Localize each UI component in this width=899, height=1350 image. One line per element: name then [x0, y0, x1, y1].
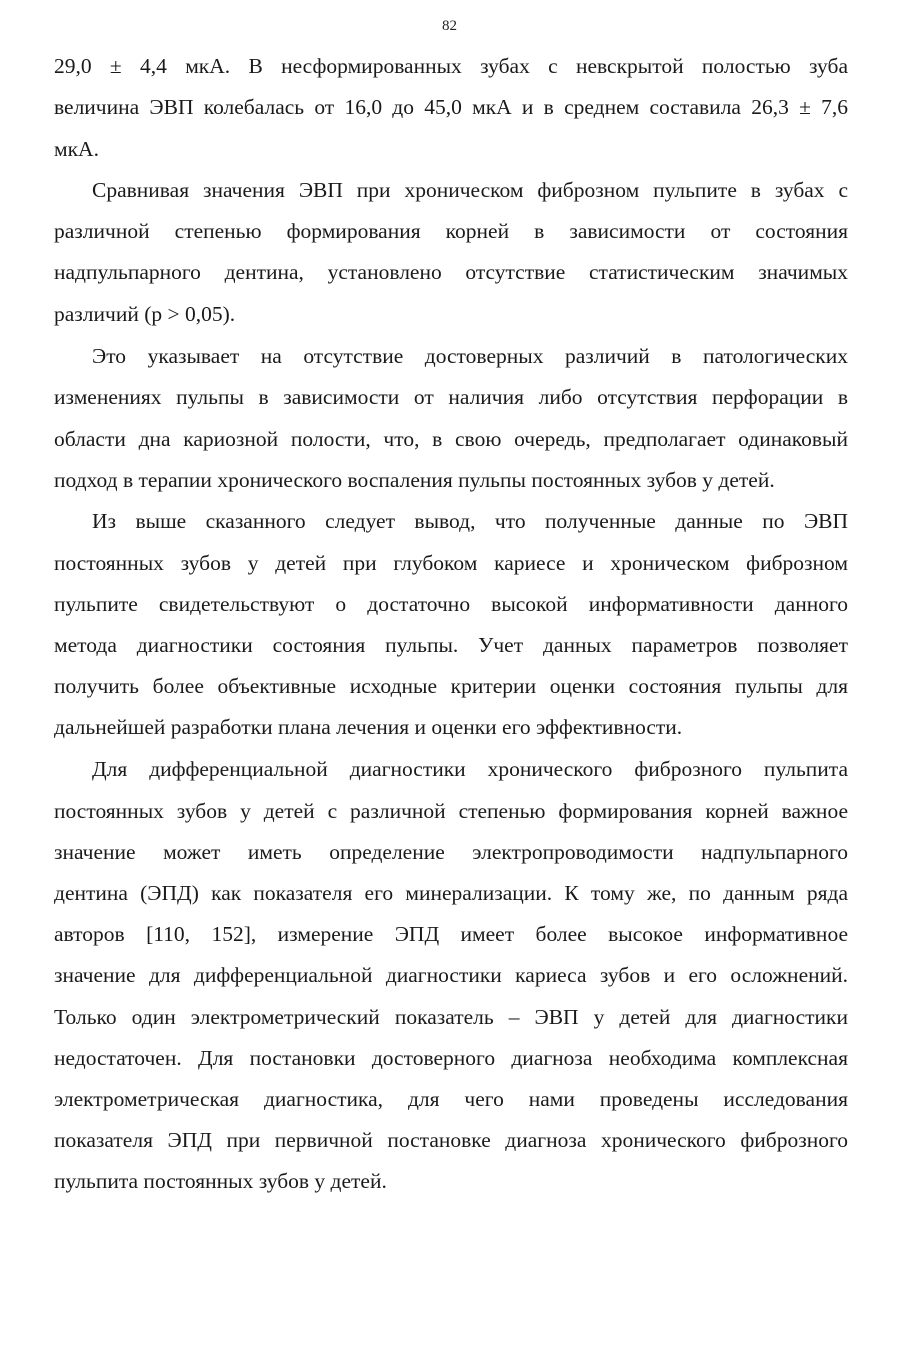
text-line: изменениях пульпы в зависимости от наличия либо отсутствия перфорации в [54, 385, 848, 409]
text-line: Для дифференциальной диагностики хронического фиброзного пульпита [92, 757, 848, 781]
text-line: недостаточен. Для постановки достоверного диагноза необходима комплексная [54, 1046, 848, 1070]
text-line: Это указывает на отсутствие достоверных различий в патологических [92, 344, 848, 368]
text-line: значение может иметь определение электропроводимости надпульпарного [54, 840, 848, 864]
text-line: 29,0 ± 4,4 мкА. В несформированных зубах с невскрытой полостью зуба [54, 54, 848, 78]
text-line: дальнейшей разработки плана лечения и оценки его эффективности. [54, 715, 683, 739]
text-line: показателя ЭПД при первичной постановке диагноза хронического фиброзного [54, 1128, 848, 1152]
text-line: различий (р > 0,05). [54, 302, 236, 326]
text-line: Из выше сказанного следует вывод, что полученные данные по ЭВП [92, 509, 848, 533]
text-line: постоянных зубов у детей при глубоком кариесе и хроническом фиброзном [54, 551, 848, 575]
text-line: Сравнивая значения ЭВП при хроническом фиброзном пульпите в зубах с [92, 178, 848, 202]
text-line: различной степенью формирования корней в зависимости от состояния [54, 219, 848, 243]
text-line: метода диагностики состояния пульпы. Учет данных параметров позволяет [54, 633, 848, 657]
text-line: Только один электрометрический показатель – ЭВП у детей для диагностики [54, 1005, 848, 1029]
text-line: подход в терапии хронического воспаления пульпы постоянных зубов у детей. [54, 468, 775, 492]
text-line: величина ЭВП колебалась от 16,0 до 45,0 мкА и в среднем составила 26,3 ± 7,6 [54, 95, 848, 119]
text-line: авторов [110, 152], измерение ЭПД имеет более высокое информативное [54, 922, 848, 946]
text-line: постоянных зубов у детей с различной степенью формирования корней важное [54, 799, 848, 823]
text-line: электрометрическая диагностика, для чего нами проведены исследования [54, 1087, 848, 1111]
text-line: области дна кариозной полости, что, в свою очередь, предполагает одинаковый [54, 427, 848, 451]
text-line: надпульпарного дентина, установлено отсутствие статистическим значимых [54, 260, 848, 284]
text-line: пульпита постоянных зубов у детей. [54, 1169, 387, 1193]
page-number: 82 [442, 18, 457, 34]
text-line: пульпите свидетельствуют о достаточно высокой информативности данного [54, 592, 848, 616]
text-line: мкА. [54, 137, 99, 161]
text-line: получить более объективные исходные критерии оценки состояния пульпы для [54, 674, 848, 698]
text-line: значение для дифференциальной диагностики кариеса зубов и его осложнений. [54, 963, 848, 987]
text-line: дентина (ЭПД) как показателя его минерализации. К тому же, по данным ряда [54, 881, 848, 905]
